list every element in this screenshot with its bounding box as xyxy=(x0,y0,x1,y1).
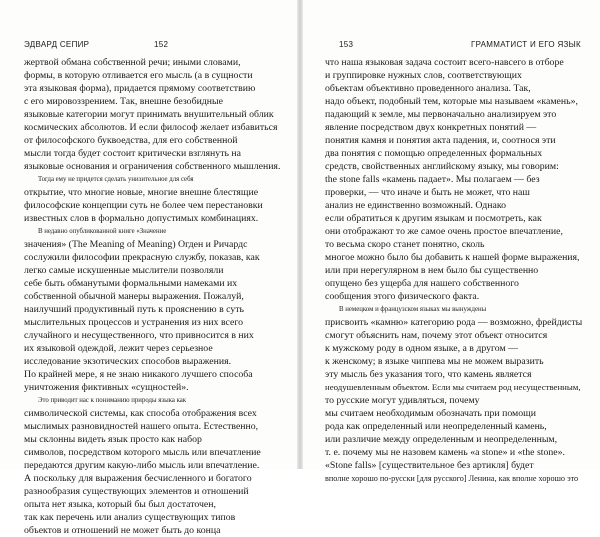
text-line: средств, свойственных английскому языку, мы говорим: xyxy=(325,161,559,172)
text-line: мы склонны видеть язык просто как набор xyxy=(24,434,202,445)
text-line: себе быть обманутыми формальными намеками их xyxy=(24,278,238,289)
text-line: открытие, что многие новые, многие внешне блестящие xyxy=(24,187,259,198)
text-line: сослужили философии прекрасную службу, показав, как xyxy=(24,252,260,263)
text-line: или различие между определенным и неопределенным, xyxy=(325,434,558,445)
text-line: их языковой одеждой, лежит через серьезное xyxy=(24,343,213,354)
text-line: к женскому; в языке чиппева мы не можем выразить xyxy=(325,356,544,367)
text-line: рода как определенный или неопределенный камень, xyxy=(325,421,547,432)
text-line: понятия камня и понятия акта падения, и, соотнося эти xyxy=(325,135,556,146)
text-line: они отображают то же самое очень простое впечатление, xyxy=(325,226,563,237)
text-line: проверки, — что иначе и быть не может, что наш xyxy=(325,187,530,198)
text-line: падающий к земле, мы первоначально анализируем это xyxy=(325,109,557,120)
text-line: два понятия с помощью определенных формальных xyxy=(325,148,543,159)
text-line: языковые категории могут принимать внушительный облик xyxy=(24,109,274,120)
text-line: the stone falls «камень падает». Мы полагаем — без xyxy=(325,174,540,185)
text-line: исследование экзотических способов выражения. xyxy=(24,356,232,367)
text-line: случайного и несущественного, что привносится в них xyxy=(24,330,254,341)
text-line: эту мысль без указания того, что камень является xyxy=(325,369,532,380)
text-line: В немецком и французском языках мы вынуждены xyxy=(339,306,487,313)
left-page-text xyxy=(24,56,280,537)
text-line: мыслимых разновидностей нашего опыта. Естественно, xyxy=(24,421,259,432)
running-head-author: ЭДВАРД СЕПИР xyxy=(24,40,90,49)
right-page-header xyxy=(325,40,581,52)
text-line: явление посредством двух конкретных понятий — xyxy=(325,122,537,133)
text-line: языковые основания и ограничения собственного мышления. xyxy=(24,161,281,172)
text-line: объектов и отношений не может быть до конца xyxy=(24,525,221,536)
text-line: Тогда ему не придется сделать унизительное для себя xyxy=(38,176,194,183)
text-line: т. е. почему мы не назовем камень «a stone» и «the stone». xyxy=(325,447,565,458)
text-line: космических абсолютов. И если философ желает избавиться xyxy=(24,122,278,133)
text-line: символов, посредством которого мысль или впечатление xyxy=(24,447,261,458)
text-line: к мужскому роду в одном языке, а в другом — xyxy=(325,343,518,354)
text-line: если обратиться к другим языкам и посмотреть, как xyxy=(325,213,542,224)
text-line: мы считаем необходимым обозначать при помощи xyxy=(325,408,536,419)
left-page-header xyxy=(24,40,280,52)
text-line: мыслительных процессов и устранения из них всего xyxy=(24,317,244,328)
text-line: В недавно опубликованной книге «Значение xyxy=(38,228,167,235)
text-line: то русские могут удивляться, почему xyxy=(325,395,480,406)
text-line: По крайней мере, я не знаю никакого лучшего способа xyxy=(24,369,253,380)
text-line: анализ не единственно возможный. Однако xyxy=(325,200,507,211)
text-line: смогут объяснить нам, почему этот объект относится xyxy=(325,330,548,341)
left-page xyxy=(0,0,297,536)
text-line: разнообразия существующих элементов и отношений xyxy=(24,486,249,497)
text-line: эта языковая форма), придается прямому соответствию xyxy=(24,83,256,94)
text-line: жертвой обмана собственной речи; иными словами, xyxy=(24,57,241,68)
text-line: объектам объективно проведенного анализа. Так, xyxy=(325,83,531,94)
text-line: вполне хорошо по-русски [для русского] Ленина, как вполне хорошо это xyxy=(325,474,579,483)
text-line: легко самые искушенные мыслители позволяли xyxy=(24,265,224,276)
text-line: надо объект, подобный тем, которые мы называем «камень», xyxy=(325,96,578,107)
text-line: или при нерегулярном в нем было бы существенно xyxy=(325,265,539,276)
text-line: с его мировоззрением. Так, внешне безобидные xyxy=(24,96,223,107)
text-line: неодушевленным объектом. Если мы считаем род несущественным, xyxy=(325,382,581,392)
text-line: и группировке нужных слов, соответствующих xyxy=(325,70,522,81)
text-line: передаются другим какую-либо мысль или впечатление. xyxy=(24,460,260,471)
text-line: от философского буквоедства, для его собственной xyxy=(24,135,238,146)
text-line: сообщения этого физического факта. xyxy=(325,291,480,302)
right-page-number: 153 xyxy=(339,40,354,49)
text-line: опыта нет языка, который бы был достаточен, xyxy=(24,499,216,510)
text-line: то весьма скоро станет понятно, сколь xyxy=(325,239,485,250)
text-line: Это приводит нас к пониманию природы языка как xyxy=(38,397,187,404)
left-page-number: 152 xyxy=(154,40,169,49)
text-line: философские концепции суть не более чем перестановки xyxy=(24,200,263,211)
text-line: «Stone falls» [существительное без артикля] будет xyxy=(325,460,534,471)
running-head-title: ГРАММАТИСТ И ЕГО ЯЗЫК xyxy=(470,40,581,49)
text-line: формы, в которую отливается его мысль (а в сущности xyxy=(24,70,253,81)
text-line: что наша языковая задача состоит всего-навсего в отборе xyxy=(325,57,564,68)
text-line: значения» (The Meaning of Meaning) Огден и Ричардс xyxy=(24,239,248,250)
text-line: многое можно было бы добавить к нашей форме выражения, xyxy=(325,252,580,263)
text-line: наилучший продуктивный путь к прояснению в суть xyxy=(24,304,245,315)
text-line: собственной обычной манеры выражения. Пожалуй, xyxy=(24,291,244,302)
text-line: присвоить «камню» категорию рода — возможно, фрейдисты xyxy=(325,317,583,328)
text-line: опущено без ущерба для нашего собственного xyxy=(325,278,519,289)
text-line: А поскольку для выражения бесчисленного и богатого xyxy=(24,473,252,484)
text-line: символической системы, как способа отображения всех xyxy=(24,408,257,419)
text-line: мысли тогда будет состоит критически взглянуть на xyxy=(24,148,241,159)
right-page xyxy=(303,0,600,483)
text-line: известных слов в формально допустимых комбинациях. xyxy=(24,213,259,224)
text-line: уничтожения фиктивных «сущностей». xyxy=(24,382,189,393)
text-line: так как перечень или анализ существующих типов xyxy=(24,512,236,523)
right-page-text xyxy=(325,56,583,485)
